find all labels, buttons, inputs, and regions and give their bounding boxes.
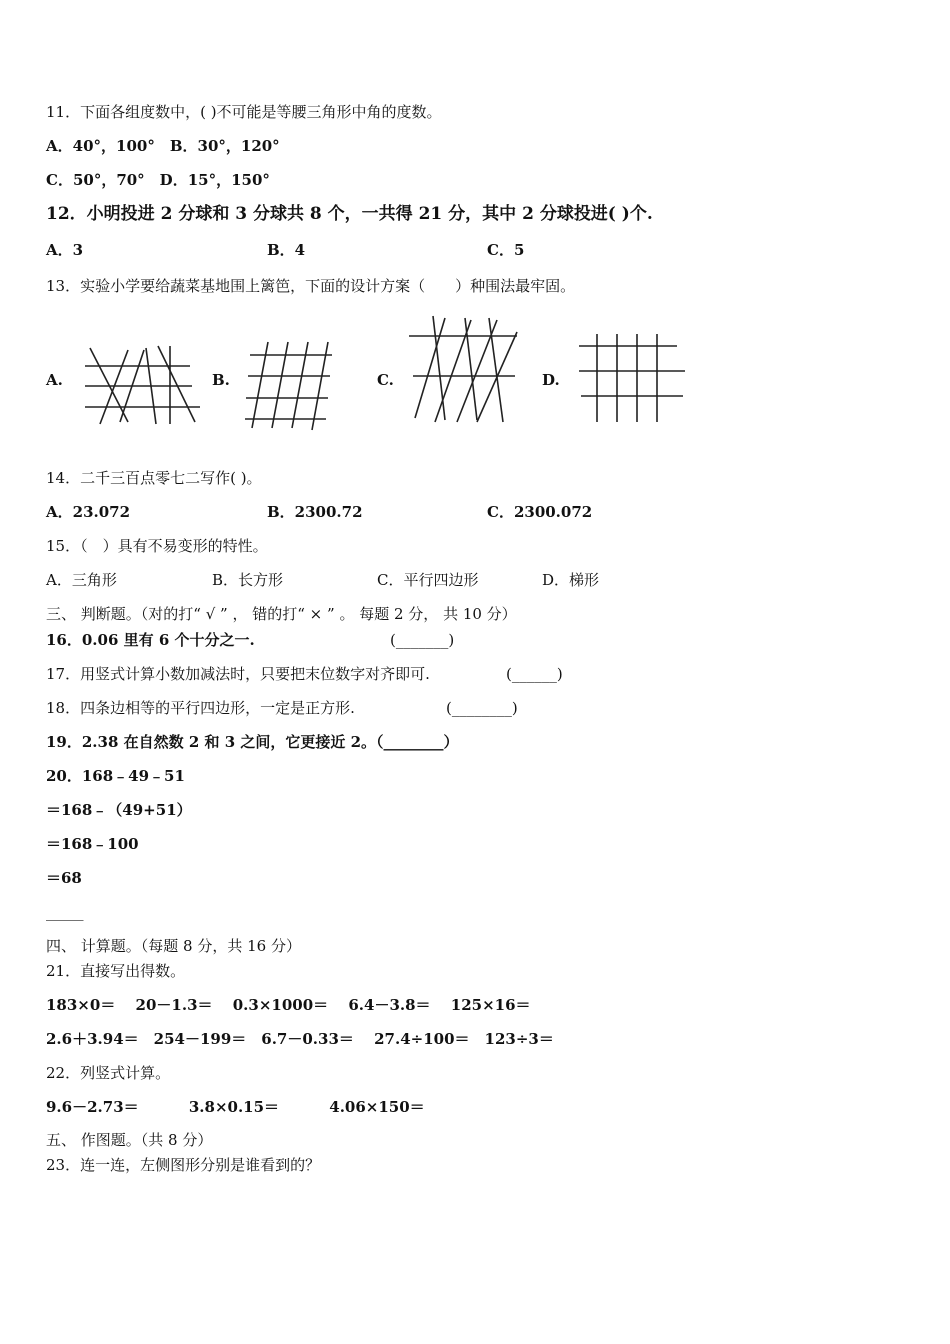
q15-option-b: B．长方形: [212, 571, 284, 589]
fence-figure-b: [244, 338, 336, 434]
q23-stem: 23．连一连，左侧图形分别是谁看到的？: [46, 1156, 321, 1174]
q11-options-row2: C．50°，70° D．15°，150°: [46, 171, 270, 189]
q20-line-1: 20．168﹣49﹣51: [46, 767, 185, 785]
q13-label-b: B.: [212, 371, 230, 389]
q16-text: 16．0.06 里有 6 个十分之一.: [46, 631, 255, 649]
q18-answer-blank[interactable]: (________): [446, 699, 518, 717]
q11-stem: 11．下面各组度数中，( )不可能是等腰三角形中角的度数。: [46, 103, 442, 121]
q20-answer-blank[interactable]: _____: [46, 903, 84, 921]
q15-stem: 15．（ ）具有不易变形的特性。: [46, 537, 268, 555]
q13-label-d: D.: [542, 371, 560, 389]
q18-text: 18．四条边相等的平行四边形，一定是正方形.: [46, 699, 355, 717]
q21-stem: 21．直接写出得数。: [46, 962, 186, 980]
section-4-heading: 四、 计算题。（每题 8 分，共 16 分）: [46, 937, 301, 955]
q17-answer-blank[interactable]: (______): [506, 665, 563, 683]
q17-text: 17．用竖式计算小数加减法时，只要把末位数字对齐即可.: [46, 665, 430, 683]
q13-stem: 13．实验小学要给蔬菜基地围上篱笆，下面的设计方案（ ）种围法最牢固。: [46, 277, 576, 295]
q19-text: 19．2.38 在自然数 2 和 3 之间，它更接近 2。（________）: [46, 733, 459, 751]
fence-figure-d: [575, 330, 690, 425]
q21-row-2: 2.6＋3.94＝ 254－199＝ 6.7－0.33＝ 27.4÷100＝ 123÷3＝: [46, 1030, 554, 1048]
q15-option-d: D．梯形: [542, 571, 600, 589]
q13-label-c: C.: [377, 371, 394, 389]
q14-option-c: C．2300.072: [487, 503, 593, 521]
q15-option-c: C．平行四边形: [377, 571, 479, 589]
q14-option-a: A．23.072: [46, 503, 131, 521]
q12-stem: 12．小明投进 2 分球和 3 分球共 8 个，一共得 21 分，其中 2 分球投进( )个.: [46, 204, 653, 224]
q14-stem: 14．二千三百点零七二写作( )。: [46, 469, 262, 487]
fence-figure-a: [80, 340, 205, 430]
q15-option-a: A．三角形: [46, 571, 117, 589]
fence-figure-c: [405, 310, 520, 430]
section-3-heading: 三、 判断题。（对的打“ √ ” ， 错的打“ × ” 。 每题 2 分， 共 10 分）: [46, 605, 517, 623]
q14-option-b: B．2300.72: [267, 503, 363, 521]
q22-stem: 22．列竖式计算。: [46, 1064, 171, 1082]
q11-options-row1: A．40°，100° B．30°，120°: [46, 137, 280, 155]
section-5-heading: 五、 作图题。（共 8 分）: [46, 1131, 213, 1149]
q12-option-b: B．4: [267, 241, 306, 259]
q20-line-3: ＝168﹣100: [46, 835, 139, 853]
q12-option-a: A．3: [46, 241, 84, 259]
q22-row: 9.6－2.73＝ 3.8×0.15＝ 4.06×150＝: [46, 1098, 425, 1116]
q12-option-c: C．5: [487, 241, 525, 259]
q20-line-4: ＝68: [46, 869, 82, 887]
q21-row-1: 183×0＝ 20－1.3＝ 0.3×1000＝ 6.4－3.8＝ 125×16＝: [46, 996, 531, 1014]
q20-line-2: ＝168﹣（49+51）: [46, 801, 192, 819]
q13-label-a: A.: [46, 371, 63, 389]
q16-answer-blank[interactable]: (_______): [390, 631, 455, 649]
